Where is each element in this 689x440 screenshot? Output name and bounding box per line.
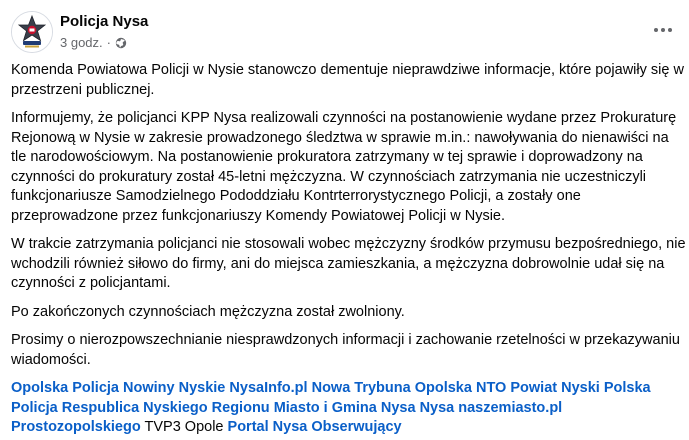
globe-icon[interactable] — [115, 37, 127, 49]
tagged-page-link[interactable]: Portal Nysa Obserwujący — [227, 419, 402, 435]
post-paragraph: Informujemy, że policjanci KPP Nysa realizowali czynności na postanowienie wydane przez Prokuraturę Rejonową w Nysie w zakresie prowadzonego śledztwa w sprawie m.in.: nawoływania do nienawiści na tle narodowościowym. Na postanowienie prokuratora zatrzymany w tej sprawie i doprowadzony na czynności do prokuratury został 45-letni mężczyzna. W czynnościach zatrzymania nie uczestniczyli funkcjonariusze Samodzielnego Pododdziału Kontrterrorystycznego Policji, a zostały one przeprowadzone przez funkcjonariuszy Komendy Powiatowej Policji w Nysie. — [11, 110, 677, 224]
tagged-page-link[interactable]: Polska Policja — [11, 380, 651, 416]
tagged-page-link[interactable]: Respublica Nyskiego Regionu — [61, 399, 270, 416]
tagged-page-link[interactable]: Nowiny Nyskie — [123, 380, 226, 396]
meta-separator: · — [106, 35, 111, 50]
tagged-page-link[interactable]: Nysa naszemiasto.pl — [419, 399, 563, 416]
tagged-page-link[interactable]: Powiat Nyski — [510, 380, 600, 396]
post-paragraph: Po zakończonych czynnościach mężczyzna został zwolniony. — [11, 303, 405, 320]
post-body — [11, 61, 687, 438]
post-paragraph: Prosimy o nierozpowszechnianie niesprawdzonych informacji i zachowanie rzetelności w przekazywaniu wiadomości. — [11, 332, 680, 368]
tagged-page-link[interactable]: Nowa Trybuna Opolska — [311, 380, 472, 396]
tagged-page-link[interactable]: NysaInfo.pl — [229, 380, 308, 396]
page-name[interactable]: Policja Nysa — [60, 13, 149, 30]
tagged-page-link[interactable]: Opolska Policja — [11, 380, 119, 396]
post-paragraph: Komenda Powiatowa Policji w Nysie stanowczo dementuje nieprawdziwe informacje, które pojawiły się w przestrzeni publicznej. — [11, 62, 684, 98]
post-paragraph: W trakcie zatrzymania policjanci nie stosowali wobec mężczyzny środków przymusu bezpośredniego, nie wchodzili również siłowo do firmy, ani do miejsca zamieszkania, a mężczyzna dobrowolnie udał się na czynności z policjantami. — [11, 236, 686, 291]
tagged-page-link[interactable]: Miasto i Gmina Nysa — [273, 399, 416, 416]
page-avatar[interactable] — [11, 11, 53, 53]
post-meta — [60, 35, 127, 50]
post-timestamp[interactable]: 3 godz. — [60, 35, 103, 50]
tagged-page-text: TVP3 Opole — [144, 419, 224, 435]
post-header — [11, 10, 679, 54]
police-star-badge-icon — [12, 12, 52, 52]
tagged-page-link[interactable]: NTO — [475, 380, 507, 396]
more-horizontal-icon — [653, 27, 673, 33]
tagged-pages — [11, 379, 687, 438]
tagged-page-link[interactable]: Prostozopolskiego — [11, 419, 141, 435]
more-options-button[interactable] — [647, 16, 679, 44]
